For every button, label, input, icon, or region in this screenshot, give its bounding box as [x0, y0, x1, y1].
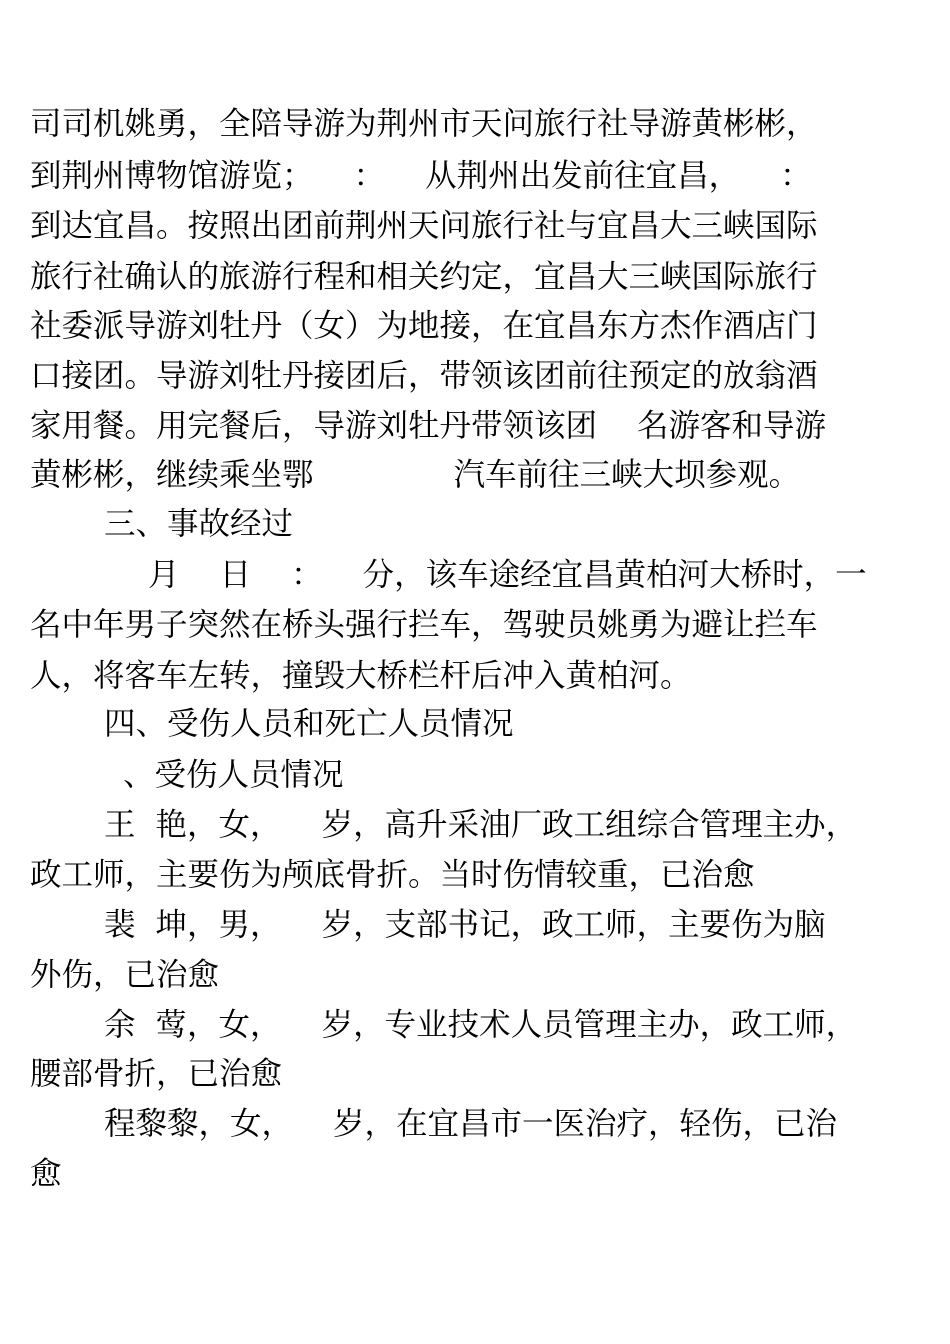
injury-entry: 余 莺，女， 岁，专业技术人员管理主办，政工师，	[104, 1007, 858, 1043]
injury-entry: 裴 坤，男， 岁，支部书记，政工师，主要伤为脑	[104, 907, 826, 943]
body-line: 愈	[30, 1156, 62, 1192]
section-heading: 四、受伤人员和死亡人员情况	[104, 706, 514, 742]
injury-entry: 程黎黎，女， 岁，在宜昌市一医治疗，轻伤，已治	[104, 1106, 838, 1142]
body-line: 到达宜昌。按照出团前荆州天问旅行社与宜昌大三峡国际	[30, 208, 818, 244]
body-line: 社委派导游刘牡丹（女）为地接，在宜昌东方杰作酒店门	[30, 308, 818, 344]
injury-entry: 王 艳，女， 岁，高升采油厂政工组综合管理主办，	[104, 807, 858, 843]
body-line: 口接团。导游刘牡丹接团后，带领该团前往预定的放翁酒	[30, 358, 818, 394]
subsection-heading: 、受伤人员情况	[113, 757, 344, 793]
body-line: 腰部骨折，已治愈	[30, 1056, 283, 1092]
section-heading: 三、事故经过	[104, 506, 294, 542]
body-line: 月 日 ： 分，该车途经宜昌黄柏河大桥时，一	[128, 557, 867, 593]
body-line: 人，将客车左转，撞毁大桥栏杆后冲入黄柏河。	[30, 658, 692, 694]
body-line: 名中年男子突然在桥头强行拦车，驾驶员姚勇为避让拦车	[30, 607, 818, 643]
body-line: 外伤，已治愈	[30, 957, 220, 993]
body-line: 黄彬彬，继续乘坐鄂 汽车前往三峡大坝参观。	[30, 457, 801, 493]
body-line: 到荆州博物馆游览； ： 从荆州出发前往宜昌， ：	[30, 158, 812, 194]
body-line: 家用餐。用完餐后，导游刘牡丹带领该团 名游客和导游	[30, 408, 827, 444]
body-line: 政工师，主要伤为颅底骨折。当时伤情较重，已治愈	[30, 857, 755, 893]
body-line: 司司机姚勇，全陪导游为荆州市天问旅行社导游黄彬彬，	[30, 106, 818, 142]
body-line: 旅行社确认的旅游行程和相关约定，宜昌大三峡国际旅行	[30, 259, 818, 295]
